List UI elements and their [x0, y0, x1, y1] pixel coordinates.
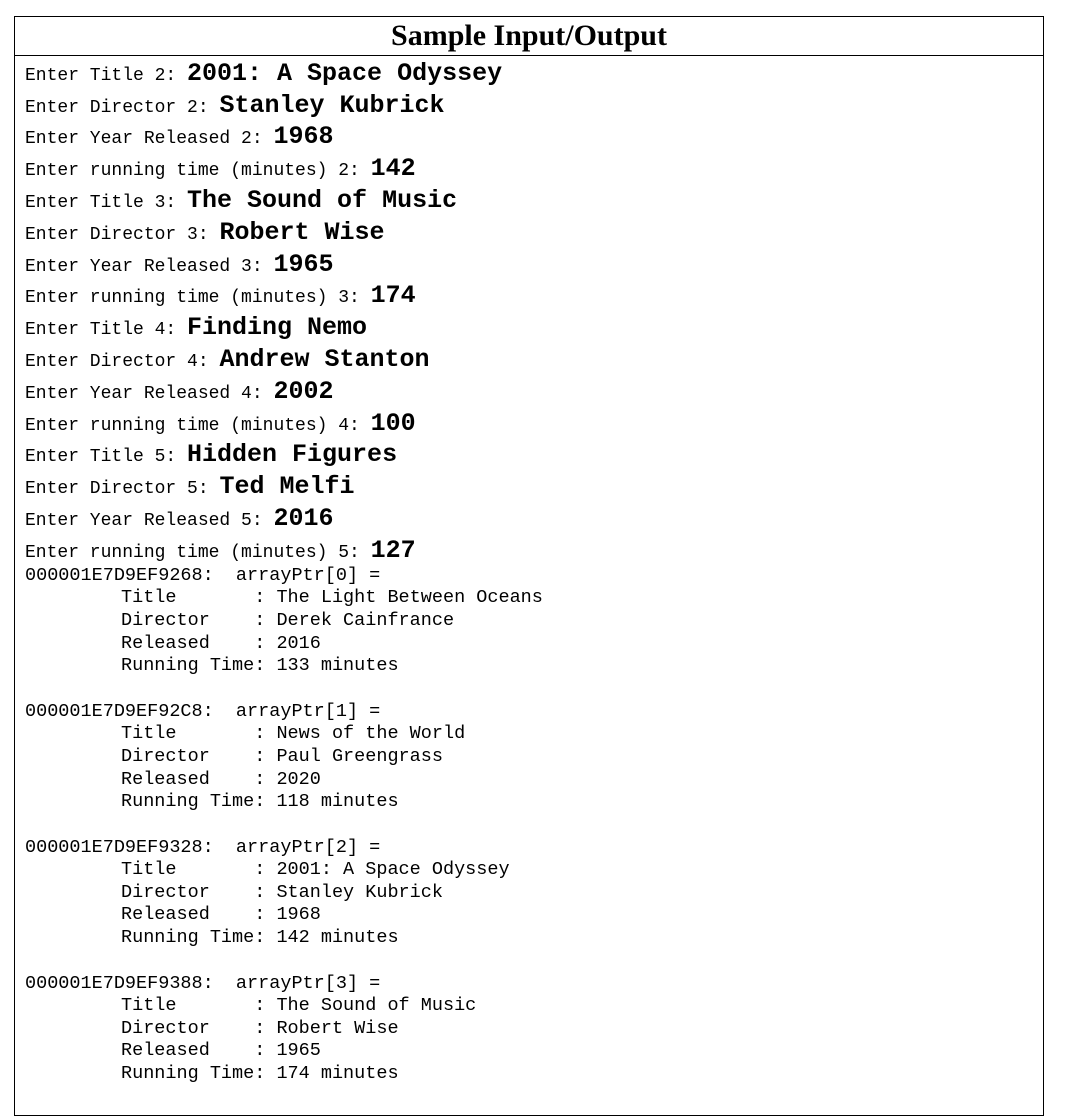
field-label: Title :	[121, 995, 277, 1017]
field-label: Released :	[121, 904, 277, 926]
record-field	[25, 791, 1043, 814]
user-input: The Sound of Music	[187, 185, 458, 215]
prompt-label: Enter Director 2:	[25, 97, 220, 118]
field-value: 174 minutes	[276, 1063, 399, 1085]
record-header: 000001E7D9EF9388: arrayPtr[3] =	[25, 972, 381, 994]
field-label: Title :	[121, 859, 277, 881]
prompt-line	[25, 88, 1043, 120]
prompt-line	[25, 279, 1043, 311]
prompt-label: Enter Director 4:	[25, 351, 220, 372]
field-value: Stanley Kubrick	[276, 881, 443, 903]
user-input: 142	[370, 154, 416, 184]
record-field	[25, 723, 1043, 746]
field-label: Director :	[121, 745, 277, 767]
field-value: News of the World	[276, 723, 466, 745]
user-input: Andrew Stanton	[219, 344, 430, 374]
prompt-line	[25, 501, 1043, 533]
prompt-label: Enter Year Released 5:	[25, 510, 274, 531]
user-input: Finding Nemo	[187, 313, 368, 343]
prompt-label: Enter running time (minutes) 2:	[25, 161, 371, 182]
record-field	[25, 610, 1043, 633]
record-field	[25, 927, 1043, 950]
user-input: 2002	[273, 376, 334, 406]
field-value: 1968	[276, 904, 321, 926]
record-header: 000001E7D9EF92C8: arrayPtr[1] =	[25, 700, 381, 722]
record-header: 000001E7D9EF9328: arrayPtr[2] =	[25, 836, 381, 858]
user-input: 2016	[273, 503, 334, 533]
field-label: Title :	[121, 723, 277, 745]
field-label: Running Time:	[121, 655, 277, 677]
prompt-line	[25, 310, 1043, 342]
user-input: 1965	[273, 249, 334, 279]
prompt-label: Enter running time (minutes) 4:	[25, 415, 371, 436]
prompt-label: Enter Title 3:	[25, 192, 188, 213]
field-value: 118 minutes	[276, 791, 399, 813]
prompt-label: Enter Year Released 3:	[25, 256, 274, 277]
prompt-line	[25, 533, 1043, 565]
field-value: 142 minutes	[276, 927, 399, 949]
field-value: 2020	[276, 768, 321, 790]
field-label: Running Time:	[121, 927, 277, 949]
field-label: Director :	[121, 881, 277, 903]
prompt-line	[25, 183, 1043, 215]
field-value: Derek Cainfrance	[276, 609, 455, 631]
user-input: 127	[370, 535, 416, 565]
sample-io-box	[14, 16, 1044, 1116]
prompt-line	[25, 438, 1043, 470]
field-value: The Light Between Oceans	[276, 587, 543, 609]
record-field	[25, 587, 1043, 610]
prompt-line	[25, 406, 1043, 438]
field-value: The Sound of Music	[276, 995, 477, 1017]
prompt-label: Enter Title 4:	[25, 320, 188, 341]
record-field	[25, 655, 1043, 678]
user-input: Hidden Figures	[187, 440, 398, 470]
user-input: 1968	[273, 122, 334, 152]
record-field	[25, 746, 1043, 769]
record-field	[25, 882, 1043, 905]
field-value: Paul Greengrass	[276, 745, 443, 767]
field-label: Running Time:	[121, 1063, 277, 1085]
field-value: Robert Wise	[276, 1017, 399, 1039]
field-value: 1965	[276, 1040, 321, 1062]
prompt-label: Enter running time (minutes) 5:	[25, 542, 371, 563]
prompt-line	[25, 247, 1043, 279]
record-field	[25, 1040, 1043, 1063]
record-field	[25, 1018, 1043, 1041]
field-label: Director :	[121, 1017, 277, 1039]
user-input: 100	[370, 408, 416, 438]
prompt-line	[25, 469, 1043, 501]
prompt-line	[25, 215, 1043, 247]
console-output	[15, 56, 1043, 1086]
prompt-line	[25, 342, 1043, 374]
prompt-label: Enter Year Released 2:	[25, 129, 274, 150]
field-label: Running Time:	[121, 791, 277, 813]
user-input: Ted Melfi	[219, 472, 355, 502]
section-title: Sample Input/Output	[15, 17, 1043, 56]
prompt-label: Enter Title 2:	[25, 65, 188, 86]
field-label: Director :	[121, 609, 277, 631]
field-value: 2016	[276, 632, 321, 654]
prompt-line	[25, 56, 1043, 88]
field-value: 2001: A Space Odyssey	[276, 859, 510, 881]
user-input: 2001: A Space Odyssey	[187, 58, 503, 88]
record-field	[25, 995, 1043, 1018]
prompt-label: Enter running time (minutes) 3:	[25, 288, 371, 309]
record-field	[25, 633, 1043, 656]
prompt-label: Enter Year Released 4:	[25, 383, 274, 404]
prompt-label: Enter Title 5:	[25, 447, 188, 468]
user-input: Stanley Kubrick	[219, 90, 445, 120]
record-field	[25, 859, 1043, 882]
user-input: 174	[370, 281, 416, 311]
record-field	[25, 1063, 1043, 1086]
prompt-line	[25, 374, 1043, 406]
record-field	[25, 769, 1043, 792]
field-label: Released :	[121, 768, 277, 790]
prompt-line	[25, 120, 1043, 152]
field-label: Released :	[121, 632, 277, 654]
user-input: Robert Wise	[219, 217, 385, 247]
record-header: 000001E7D9EF9268: arrayPtr[0] =	[25, 564, 381, 586]
prompt-label: Enter Director 5:	[25, 479, 220, 500]
prompt-label: Enter Director 3:	[25, 224, 220, 245]
prompt-line	[25, 151, 1043, 183]
field-label: Released :	[121, 1040, 277, 1062]
field-label: Title :	[121, 587, 277, 609]
field-value: 133 minutes	[276, 655, 399, 677]
record-field	[25, 904, 1043, 927]
